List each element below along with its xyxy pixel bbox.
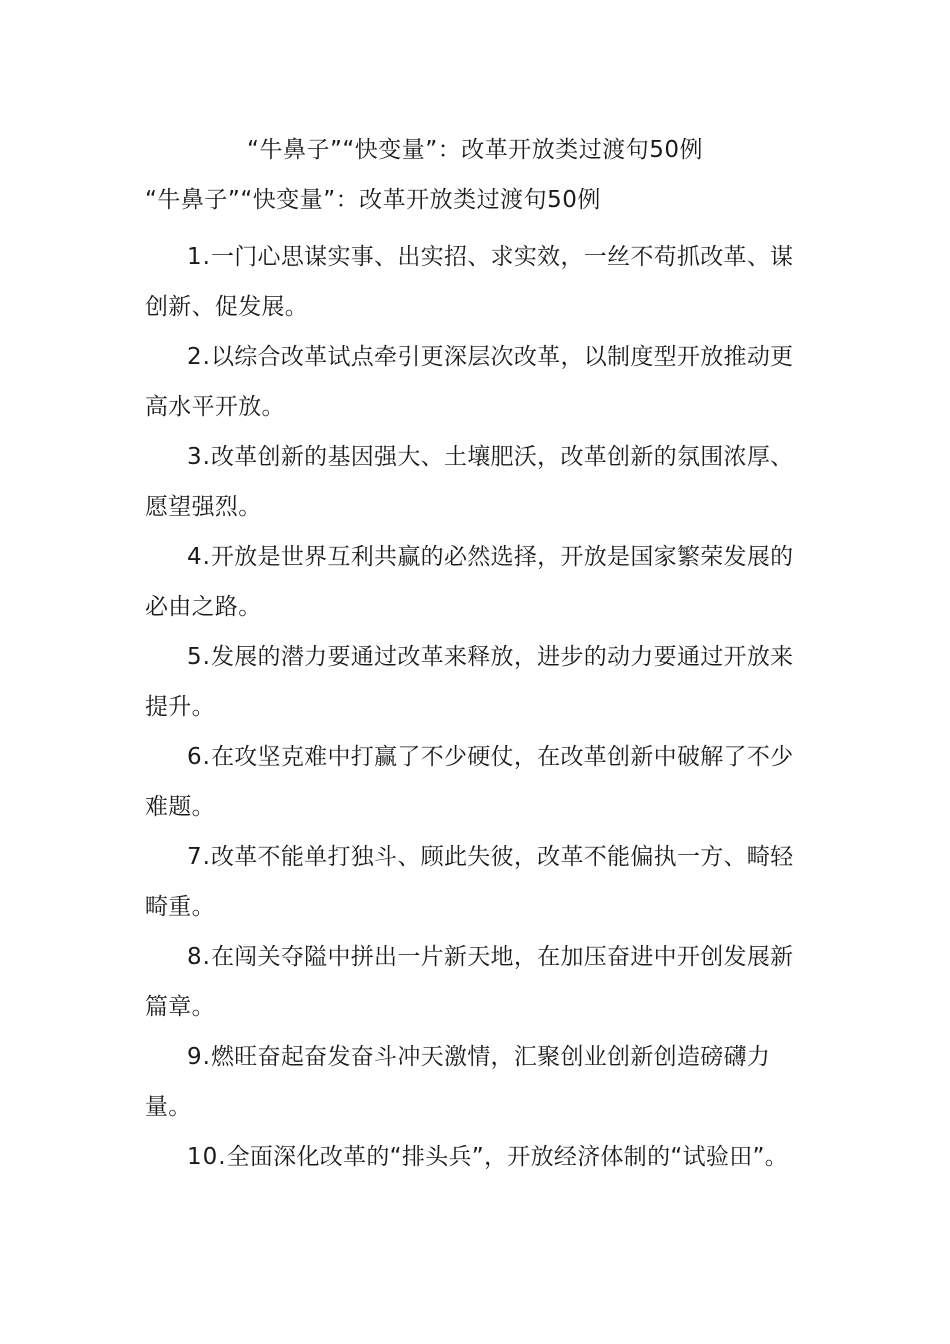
item-text: 改革创新的基因强大、土壤肥沃，改革创新的氛围浓厚、愿望强烈。	[145, 444, 794, 520]
item-number: 9.	[187, 1044, 211, 1070]
item-number: 4.	[187, 544, 211, 570]
item-text: 开放是世界互利共赢的必然选择，开放是国家繁荣发展的必由之路。	[145, 544, 794, 620]
list-item	[145, 832, 815, 932]
item-number: 7.	[187, 844, 211, 870]
item-text: 在攻坚克难中打赢了不少硬仗，在改革创新中破解了不少难题。	[145, 744, 794, 820]
item-text: 改革不能单打独斗、顾此失彼，改革不能偏执一方、畸轻畸重。	[145, 844, 794, 920]
item-number: 8.	[187, 944, 211, 970]
item-number: 1.	[187, 244, 211, 270]
list-item	[145, 632, 815, 732]
item-number: 5.	[187, 644, 211, 670]
list-item	[145, 732, 815, 832]
list-item	[145, 532, 815, 632]
item-list	[145, 232, 815, 1232]
item-text: 一门心思谋实事、出实招、求实效，一丝不苟抓改革、谋创新、促发展。	[145, 244, 794, 320]
document-title: “牛鼻子”“快变量”：改革开放类过渡句50例	[247, 137, 703, 163]
list-item	[145, 932, 815, 1032]
item-text: 发展的潜力要通过改革来释放，进步的动力要通过开放来提升。	[145, 644, 794, 720]
item-number: 3.	[187, 444, 211, 470]
item-text: 全面深化改革的“排头兵”，开放经济体制的“试验田”。	[226, 1144, 789, 1170]
item-number: 10.	[187, 1144, 227, 1170]
item-number: 6.	[187, 744, 211, 770]
list-item	[145, 332, 815, 432]
item-number: 2.	[187, 344, 211, 370]
list-item	[145, 432, 815, 532]
item-text: 以综合改革试点牵引更深层次改革，以制度型开放推动更高水平开放。	[145, 344, 794, 420]
list-item	[145, 1032, 815, 1132]
list-item	[145, 1132, 815, 1232]
item-text: 燃旺奋起奋发奋斗冲天激情，汇聚创业创新创造磅礴力量。	[145, 1044, 771, 1120]
document-subtitle: “牛鼻子”“快变量”：改革开放类过渡句50例	[145, 187, 601, 213]
item-text: 在闯关夺隘中拼出一片新天地，在加压奋进中开创发展新篇章。	[145, 944, 794, 1020]
list-item	[145, 232, 815, 332]
